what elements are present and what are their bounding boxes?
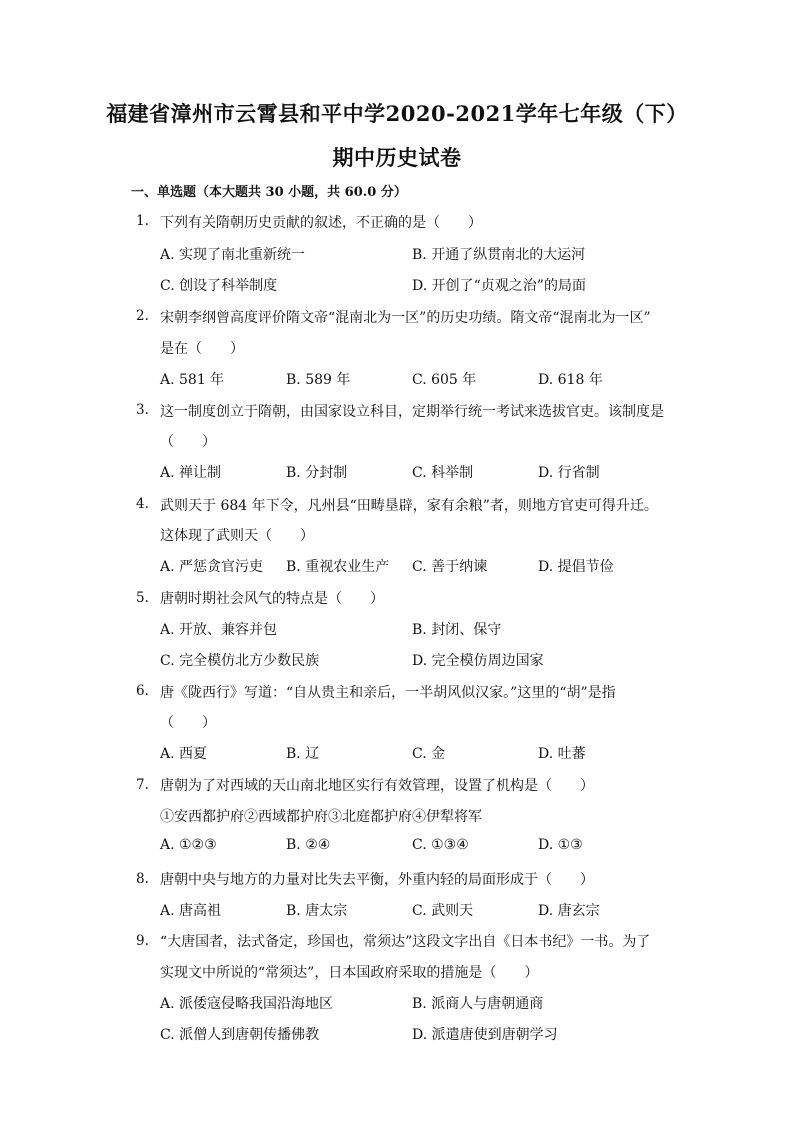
question-text: 宋朝李纲曾高度评价隋文帝“混南北为一区”的历史功绩。隋文帝“混南北为一区”	[160, 310, 651, 326]
question-text: （ ）	[160, 715, 216, 731]
question-text: 这体现了武则天（ ）	[160, 528, 314, 544]
option-a: A. 开放、兼容并包	[160, 622, 278, 638]
exam-title-line1: 福建省漳州市云霄县和平中学2020-2021学年七年级（下）	[106, 101, 688, 126]
question-number: 9.	[136, 933, 149, 949]
option-c: C. 善于纳谏	[412, 559, 488, 575]
option-b: B. 唐太宗	[286, 903, 348, 919]
option-b: B. 重视农业生产	[286, 559, 390, 575]
option-d: D. 唐玄宗	[538, 903, 600, 919]
question-text: 下列有关隋朝历史贡献的叙述，不正确的是（ ）	[160, 215, 482, 231]
option-a: A. ①②③	[160, 837, 217, 853]
question-number: 5.	[136, 590, 149, 606]
question-number: 2.	[136, 308, 149, 324]
option-b: B. ②④	[286, 837, 331, 853]
option-a: A. 派倭寇侵略我国沿海地区	[160, 996, 334, 1012]
option-c: C. 完全模仿北方少数民族	[160, 653, 320, 669]
option-b: B. 辽	[286, 746, 320, 762]
option-d: D. 提倡节俭	[538, 559, 614, 575]
exam-title-line2: 期中历史试卷	[332, 145, 462, 170]
option-d: D. ①③	[538, 837, 583, 853]
section-heading: 一、单选题（本大题共 30 小题，共 60.0 分）	[131, 185, 407, 200]
question-text: ①安西都护府②西域都护府③北庭都护府④伊犁将军	[160, 809, 482, 825]
option-b: B. 分封制	[286, 465, 348, 481]
option-b: B. 589 年	[286, 372, 351, 388]
option-c: C. 605 年	[412, 372, 477, 388]
option-c: C. ①③④	[412, 837, 469, 853]
question-text: 唐朝中央与地方的力量对比失去平衡，外重内轻的局面形成于（ ）	[160, 872, 594, 888]
option-b: B. 派商人与唐朝通商	[412, 996, 544, 1012]
question-text: （ ）	[160, 434, 216, 450]
option-c: C. 科举制	[412, 465, 474, 481]
question-text: 是在（ ）	[160, 341, 244, 357]
option-a: A. 严惩贪官污吏	[160, 559, 264, 575]
question-text: “大唐国者，法式备定，珍国也，常须达”这段文字出自《日本书纪》一书。为了	[160, 934, 651, 950]
question-number: 8.	[136, 871, 149, 887]
question-text: 武则天于 684 年下令，凡州县“田畴垦辟，家有余粮”者，则地方官吏可得升迁。	[160, 498, 658, 514]
option-d: D. 618 年	[538, 372, 603, 388]
option-c: C. 创设了科举制度	[160, 278, 278, 294]
question-text: 实现文中所说的“常须达”，日本国政府采取的措施是（ ）	[160, 965, 539, 981]
question-text: 这一制度创立于隋朝，由国家设立科目，定期举行统一考试来选拔官吏。该制度是	[160, 404, 664, 420]
option-a: A. 禅让制	[160, 465, 222, 481]
question-number: 4.	[136, 496, 149, 512]
option-a: A. 581 年	[160, 372, 225, 388]
option-b: B. 开通了纵贯南北的大运河	[412, 247, 586, 263]
option-d: D. 完全模仿周边国家	[412, 653, 544, 669]
question-text: 唐朝时期社会风气的特点是（ ）	[160, 591, 384, 607]
option-a: A. 西夏	[160, 746, 208, 762]
option-d: D. 开创了“贞观之治”的局面	[412, 278, 586, 294]
option-c: C. 派僧人到唐朝传播佛教	[160, 1027, 320, 1043]
option-c: C. 武则天	[412, 903, 474, 919]
option-d: D. 派遣唐使到唐朝学习	[412, 1027, 558, 1043]
question-number: 6.	[136, 683, 149, 699]
question-text: 唐朝为了对西域的天山南北地区实行有效管理，设置了机构是（ ）	[160, 778, 594, 794]
question-text: 唐《陇西行》写道：“自从贵主和亲后，一半胡风似汉家。”这里的“胡”是指	[160, 685, 616, 701]
question-number: 1.	[136, 213, 149, 229]
option-d: D. 吐蕃	[538, 746, 586, 762]
option-b: B. 封闭、保守	[412, 622, 502, 638]
option-a: A. 唐高祖	[160, 903, 222, 919]
option-d: D. 行省制	[538, 465, 600, 481]
option-a: A. 实现了南北重新统一	[160, 247, 306, 263]
question-number: 3.	[136, 402, 149, 418]
option-c: C. 金	[412, 746, 446, 762]
question-number: 7.	[136, 777, 149, 793]
